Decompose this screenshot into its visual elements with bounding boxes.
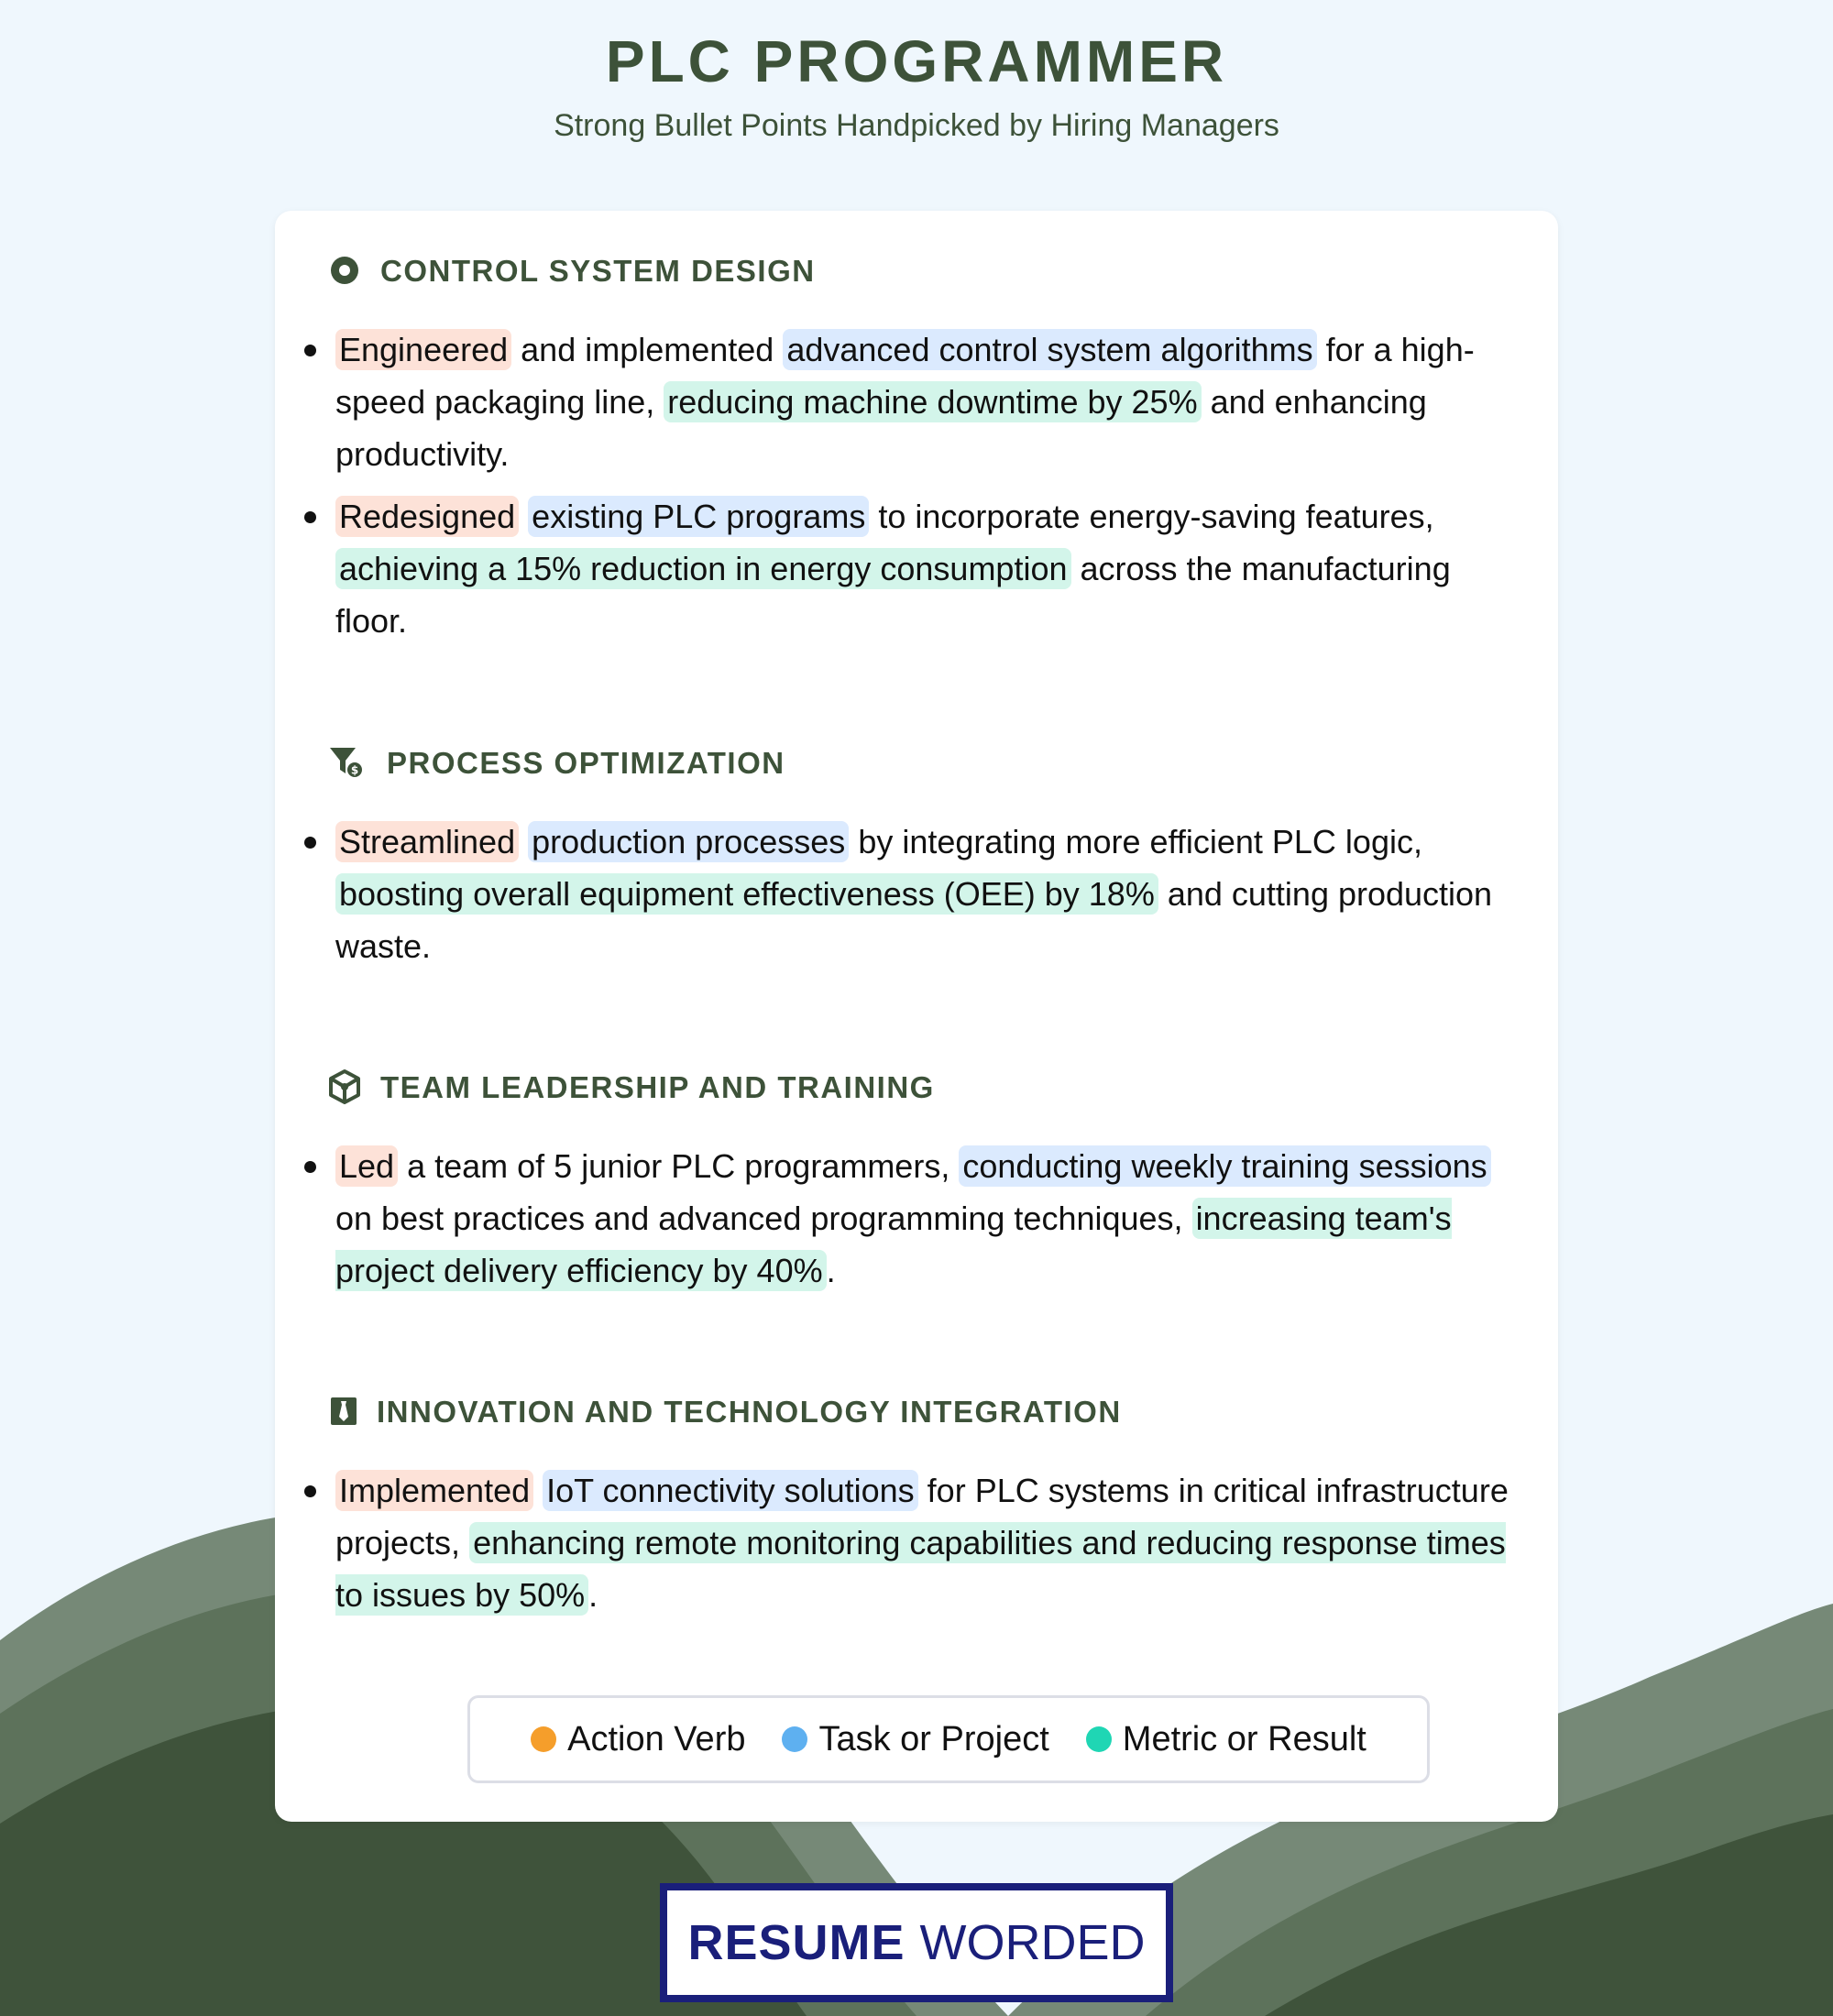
legend-item-action-verb (531, 1720, 745, 1759)
bullet-text: for PLC systems in critical infrastructure projects, (335, 1472, 1509, 1561)
metric-highlight: enhancing remote monitoring capabilities and reducing response times to issues by 50% (335, 1524, 1506, 1614)
section-title: INNOVATION AND TECHNOLOGY INTEGRATION (377, 1395, 1122, 1429)
task-highlight: advanced control system algorithms (783, 329, 1316, 370)
bullet-text: . (588, 1576, 598, 1614)
action-verb-highlight: Led (335, 1145, 398, 1187)
legend-dot (1086, 1726, 1112, 1752)
task-highlight: conducting weekly training sessions (959, 1145, 1490, 1187)
page-subtitle: Strong Bullet Points Handpicked by Hiring Managers (554, 108, 1279, 143)
metric-highlight: achieving a 15% reduction in energy consumption (335, 548, 1071, 589)
bullet-item (275, 816, 1558, 972)
bullet-text (533, 1472, 543, 1509)
bullet-item (275, 323, 1558, 480)
highlight-legend (467, 1695, 1430, 1783)
logo-bold-text: RESUME (687, 1915, 906, 1970)
section-title: CONTROL SYSTEM DESIGN (380, 254, 816, 288)
section-title: PROCESS OPTIMIZATION (387, 746, 785, 780)
bullet-item (275, 1140, 1558, 1297)
legend-dot (782, 1726, 807, 1752)
header (0, 27, 1833, 144)
target-icon (328, 252, 365, 289)
bullet-list (275, 1464, 1558, 1631)
bullet-points-card (275, 211, 1558, 1822)
bullet-text (519, 498, 528, 535)
section-header (275, 252, 1558, 289)
bullet-text: and implemented (511, 331, 784, 368)
bullet-text: across the manufacturing floor. (335, 550, 1451, 640)
bullet-item (275, 1464, 1558, 1621)
section-header (275, 744, 1558, 781)
action-verb-highlight: Implemented (335, 1470, 533, 1511)
bullet-list (275, 1140, 1558, 1307)
section-control-system-design (275, 252, 1558, 640)
section-header (275, 1068, 1558, 1105)
metric-highlight: reducing machine downtime by 25% (664, 381, 1201, 422)
page-title: PLC PROGRAMMER (605, 28, 1228, 94)
legend-label: Task or Project (818, 1719, 1049, 1759)
section-innovation-technology (275, 1393, 1558, 1614)
legend-label: Metric or Result (1122, 1719, 1367, 1759)
funnel-dollar-icon (328, 744, 365, 781)
bullet-text: on best practices and advanced programming techniques, (335, 1200, 1192, 1237)
bullet-text: and cutting production waste. (335, 875, 1493, 965)
section-header (275, 1393, 1558, 1430)
bullet-list (275, 816, 1558, 982)
cube-network-icon (328, 1068, 365, 1105)
action-verb-highlight: Streamlined (335, 821, 519, 862)
legend-dot (531, 1726, 556, 1752)
section-team-leadership (275, 1068, 1558, 1289)
task-highlight: IoT connectivity solutions (543, 1470, 918, 1511)
bullet-text: to incorporate energy-saving features, (869, 498, 1434, 535)
task-highlight: production processes (528, 821, 849, 862)
logo-regular-text: WORDED (919, 1915, 1146, 1970)
resume-worded-logo (660, 1883, 1173, 2002)
legend-item-task-project (782, 1720, 1048, 1759)
section-title: TEAM LEADERSHIP AND TRAINING (380, 1070, 935, 1104)
bullet-text: and enhancing productivity. (335, 383, 1427, 473)
bullet-text: for a high-speed packaging line, (335, 331, 1475, 421)
legend-label: Action Verb (567, 1719, 746, 1759)
legend-item-metric-result (1086, 1720, 1367, 1759)
section-process-optimization (275, 744, 1558, 965)
bullet-text: a team of 5 junior PLC programmers, (398, 1147, 960, 1185)
bullet-text: . (826, 1252, 836, 1289)
bullet-text: by integrating more efficient PLC logic, (849, 823, 1422, 860)
bullet-item (275, 490, 1558, 647)
bullet-list (275, 323, 1558, 657)
action-verb-highlight: Redesigned (335, 496, 519, 537)
action-verb-highlight: Engineered (335, 329, 511, 370)
task-highlight: existing PLC programs (528, 496, 869, 537)
svg-text:$: $ (350, 763, 359, 777)
tie-badge-icon (328, 1393, 365, 1430)
metric-highlight: boosting overall equipment effectiveness (OEE) by 18% (335, 873, 1158, 915)
metric-highlight: increasing team's project delivery efficiency by 40% (335, 1200, 1452, 1289)
bullet-text (519, 823, 528, 860)
